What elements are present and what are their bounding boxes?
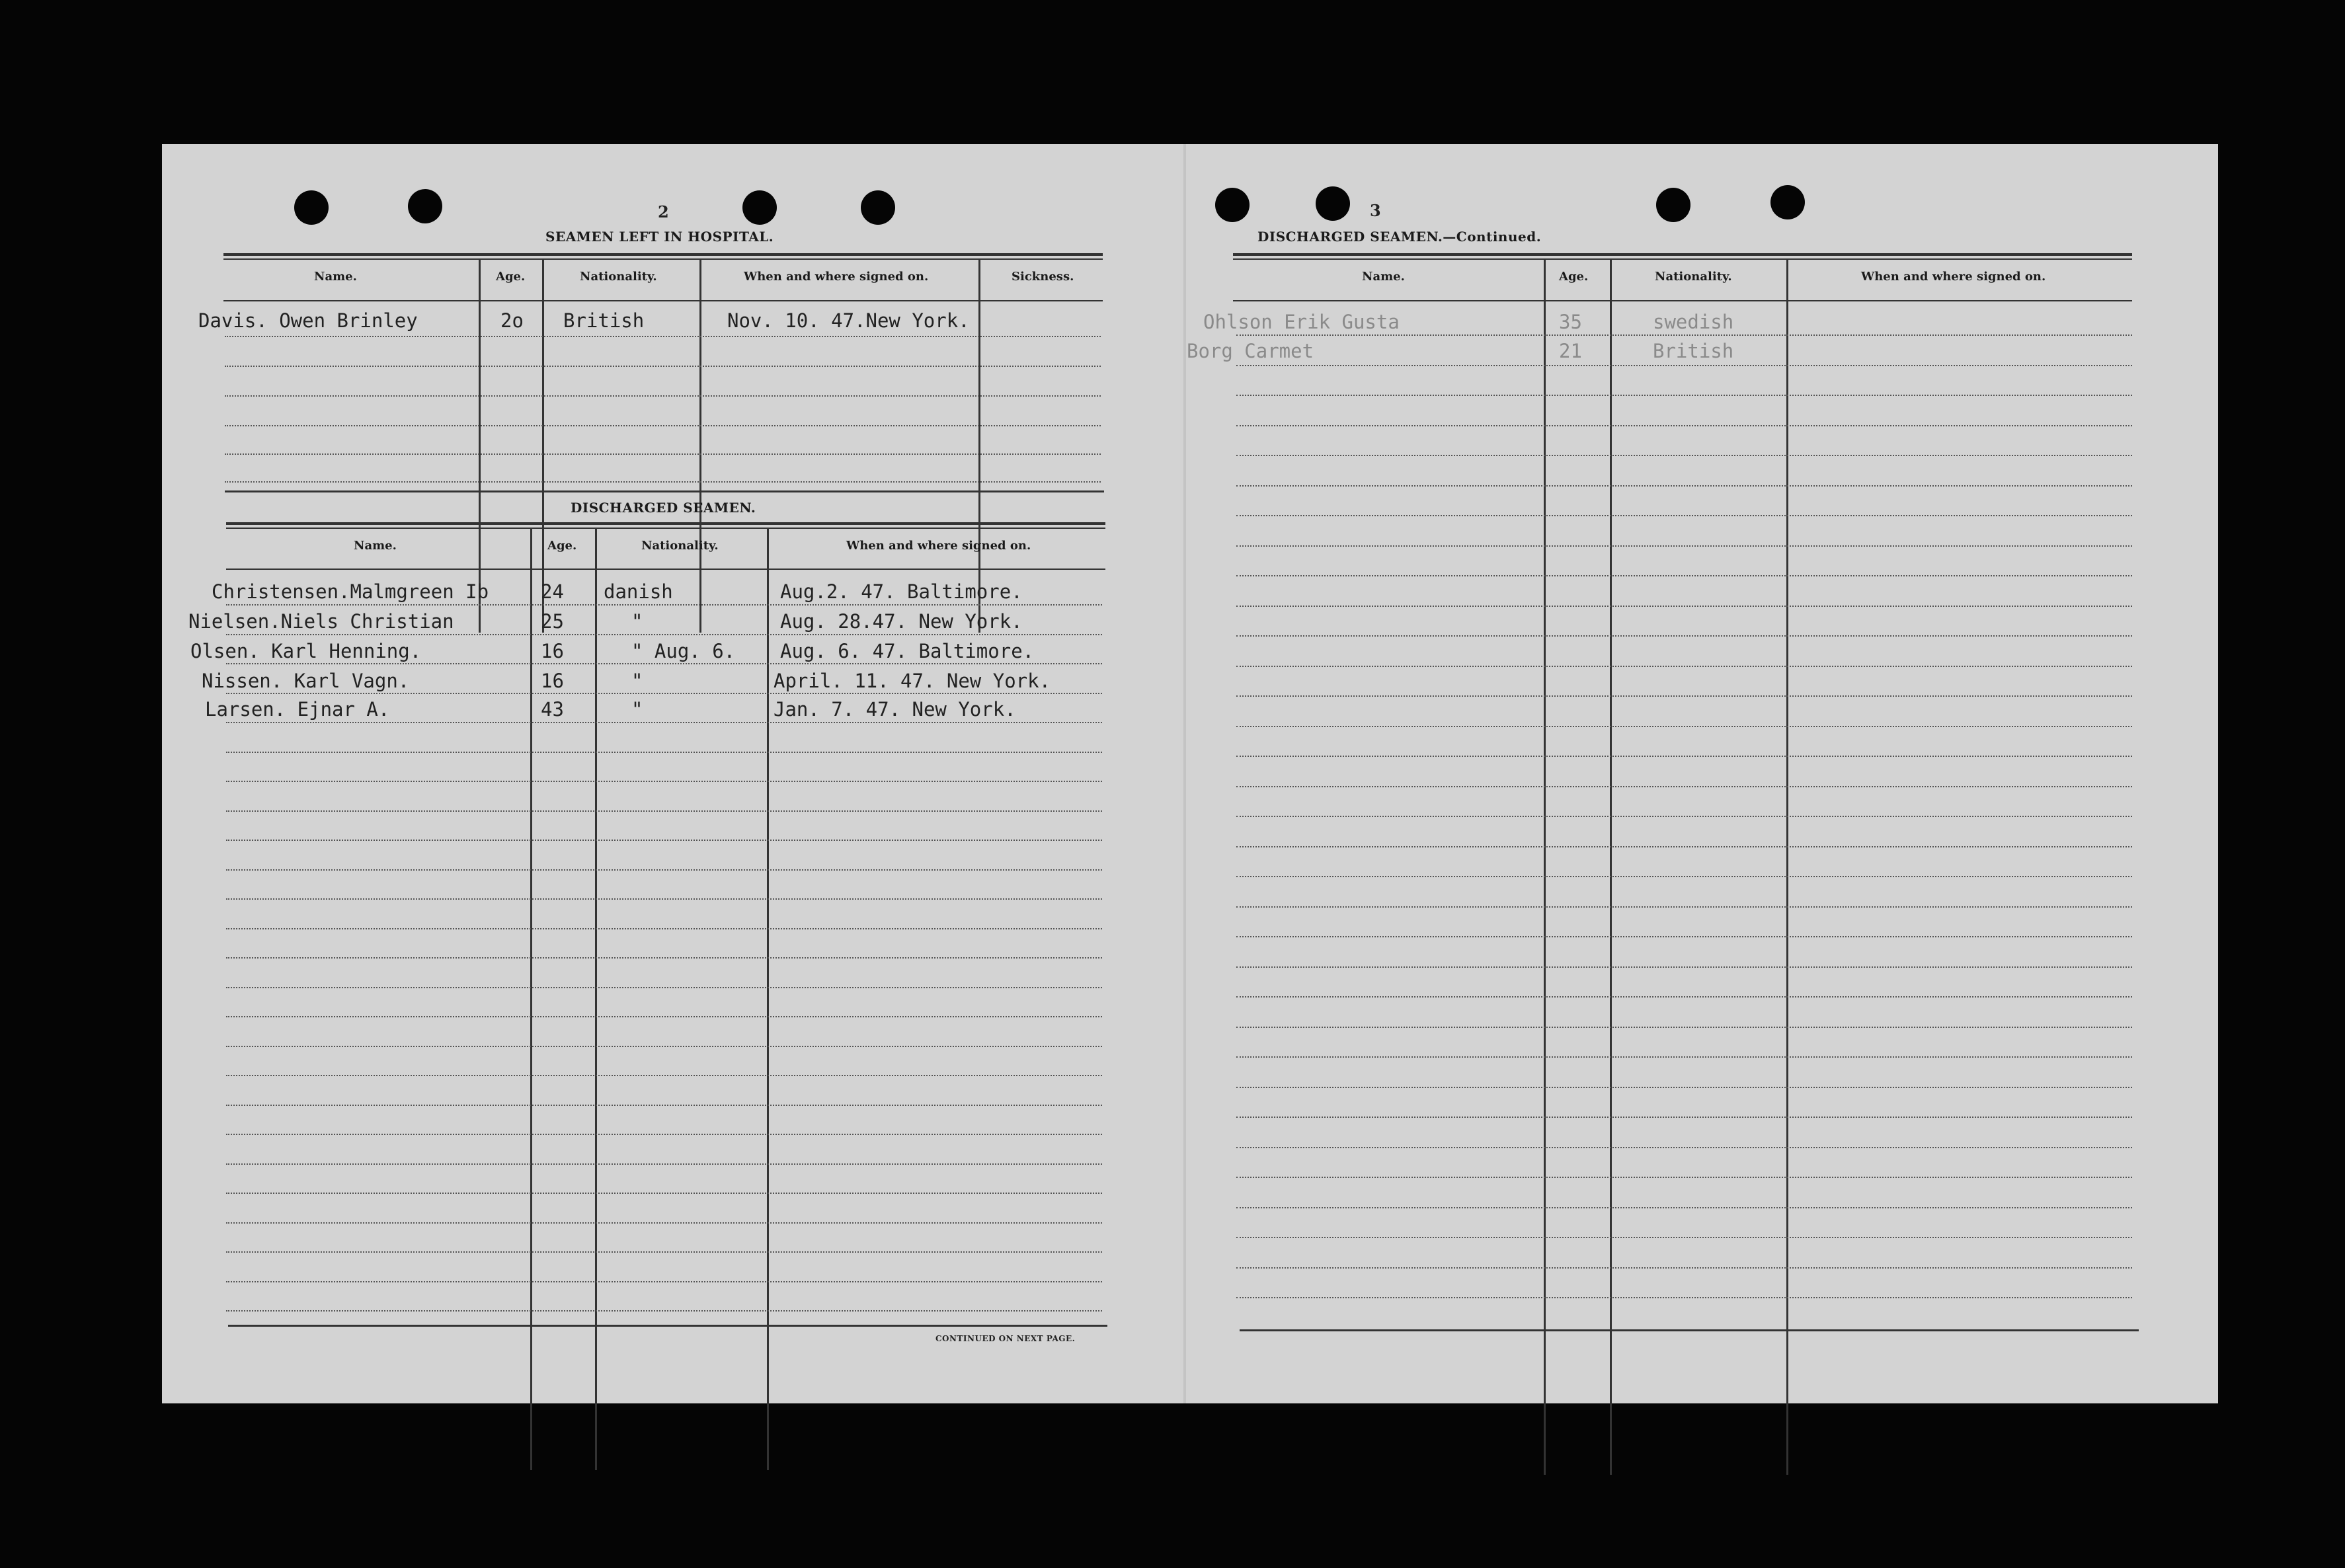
entry-line [225, 366, 1101, 367]
binder-hole [1770, 185, 1805, 219]
entry-line [226, 663, 1102, 664]
entry-line [1236, 515, 2132, 516]
discharged-age: 43 [541, 698, 564, 721]
entry-line [226, 898, 1102, 900]
entry-line [226, 1016, 1102, 1017]
entry-line [225, 481, 1101, 483]
discharged-nationality: " [631, 610, 643, 633]
discharged-nationality: " Aug. 6. [631, 640, 736, 662]
entry-line [1236, 1027, 2132, 1028]
entry-line [1236, 1117, 2132, 1118]
discharged-signed-on: Aug. 28.47. New York. [780, 610, 1023, 633]
table-top-rule [226, 522, 1105, 525]
entry-line [226, 1075, 1102, 1076]
entry-line [226, 722, 1102, 723]
entry-line [1236, 395, 2132, 396]
entry-line [1236, 1207, 2132, 1208]
column-header-name: Name. [314, 270, 357, 284]
column-header-nationality: Nationality. [580, 270, 657, 284]
entry-line [1236, 966, 2132, 968]
entry-line [1236, 575, 2132, 576]
discharged-name: Borg Carmet [1187, 340, 1314, 362]
entry-line [226, 1251, 1102, 1253]
discharged-signed-on: Aug. 6. 47. Baltimore. [780, 640, 1035, 662]
column-divider [1544, 260, 1546, 1475]
section-rule [225, 490, 1104, 492]
column-divider [699, 260, 701, 633]
entry-line [226, 987, 1102, 988]
discharged-age: 21 [1559, 340, 1582, 362]
column-header-age: Age. [496, 270, 526, 284]
discharged-age: 16 [541, 670, 564, 692]
entry-line [1236, 365, 2132, 366]
discharged-continued-title: DISCHARGED SEAMEN.—Continued. [1257, 229, 1542, 245]
column-header-name: Name. [1362, 270, 1405, 284]
entry-line [1236, 485, 2132, 487]
discharged-signed-on: Aug.2. 47. Baltimore. [780, 580, 1023, 603]
entry-line [226, 928, 1102, 929]
entry-line [226, 1134, 1102, 1135]
entry-line [226, 840, 1102, 841]
right-page [1183, 144, 2218, 1403]
entry-line [226, 869, 1102, 871]
binder-hole [1656, 188, 1690, 222]
entry-line [1236, 1267, 2132, 1269]
entry-line [226, 1105, 1102, 1106]
table-top-rule [223, 258, 1103, 260]
column-divider [1786, 260, 1788, 1475]
discharged-nationality: British [1653, 340, 1734, 362]
hospital-section-title: SEAMEN LEFT IN HOSPITAL. [545, 229, 774, 245]
header-rule [226, 568, 1105, 570]
entry-line [1236, 846, 2132, 847]
discharged-name: Christensen.Malmgreen Ib [212, 580, 489, 603]
discharged-age: 25 [541, 610, 564, 633]
discharged-name: Olsen. Karl Henning. [190, 640, 422, 662]
hospital-nationality: British [563, 309, 645, 332]
column-divider [479, 260, 481, 633]
discharged-name: Larsen. Ejnar A. [205, 698, 390, 721]
column-divider [595, 529, 597, 1470]
entry-line [225, 453, 1101, 455]
entry-line [226, 781, 1102, 782]
discharged-name: Ohlson Erik Gusta [1203, 311, 1400, 333]
entry-line [1236, 1087, 2132, 1088]
entry-line [1236, 1056, 2132, 1058]
page-number: 2 [658, 202, 669, 221]
entry-line [226, 1281, 1102, 1282]
entry-line [226, 604, 1102, 606]
column-header-signed-on: When and where signed on. [744, 270, 929, 284]
binder-hole [861, 190, 895, 225]
continued-note: CONTINUED ON NEXT PAGE. [935, 1334, 1076, 1343]
entry-line [225, 425, 1101, 426]
table-top-rule [226, 528, 1105, 529]
entry-line [1236, 906, 2132, 908]
discharged-nationality: swedish [1653, 311, 1734, 333]
binder-hole [1316, 186, 1350, 221]
entry-line [226, 1222, 1102, 1224]
header-rule [223, 300, 1103, 301]
discharged-age: 16 [541, 640, 564, 662]
discharged-signed-on: April. 11. 47. New York. [774, 670, 1051, 692]
discharged-nationality: danish [604, 580, 673, 603]
entry-line [1236, 1147, 2132, 1148]
entry-line [1236, 425, 2132, 426]
entry-line [1236, 936, 2132, 937]
table-bottom-rule [228, 1325, 1107, 1327]
binder-hole [742, 190, 777, 225]
entry-line [1236, 726, 2132, 727]
entry-line [226, 957, 1102, 959]
discharged-age: 24 [541, 580, 564, 603]
entry-line [226, 1163, 1102, 1165]
entry-line [1236, 666, 2132, 667]
entry-line [225, 395, 1101, 397]
entry-line [1236, 606, 2132, 607]
hospital-name: Davis. Owen Brinley [198, 309, 418, 332]
entry-line [226, 810, 1102, 812]
discharged-section-title: DISCHARGED SEAMEN. [571, 500, 756, 516]
entry-line [1236, 756, 2132, 757]
binder-hole [408, 189, 442, 223]
column-divider [530, 529, 532, 1470]
column-header-nationality: Nationality. [641, 539, 719, 553]
column-header-sickness: Sickness. [1012, 270, 1074, 284]
entry-line [226, 693, 1102, 694]
entry-line [226, 1193, 1102, 1194]
discharged-name: Nissen. Karl Vagn. [202, 670, 410, 692]
entry-line [1236, 455, 2132, 456]
entry-line [1236, 876, 2132, 877]
column-divider [1610, 260, 1612, 1475]
entry-line [225, 336, 1101, 337]
entry-line [1236, 786, 2132, 787]
discharged-nationality: " [631, 698, 643, 721]
header-rule [1233, 300, 2132, 301]
column-header-name: Name. [354, 539, 397, 553]
column-header-age: Age. [1559, 270, 1589, 284]
entry-line [1236, 545, 2132, 547]
entry-line [1236, 996, 2132, 998]
hospital-signed-on: Nov. 10. 47.New York. [727, 309, 970, 332]
page-number: 3 [1370, 201, 1381, 220]
column-divider [542, 260, 544, 633]
column-header-nationality: Nationality. [1655, 270, 1732, 284]
entry-line [1236, 334, 2132, 336]
column-header-signed-on: When and where signed on. [1861, 270, 2046, 284]
binder-hole [1215, 188, 1250, 222]
ledger-sheet [162, 144, 2218, 1403]
table-top-rule [1233, 253, 2132, 256]
discharged-signed-on: Jan. 7. 47. New York. [774, 698, 1016, 721]
entry-line [1236, 1177, 2132, 1178]
column-divider [978, 260, 980, 633]
entry-line [1236, 816, 2132, 817]
discharged-nationality: " [631, 670, 643, 692]
entry-line [1236, 1237, 2132, 1238]
entry-line [226, 1046, 1102, 1047]
binder-hole [294, 190, 329, 225]
entry-line [226, 634, 1102, 635]
entry-line [1236, 635, 2132, 637]
left-page [162, 144, 1183, 1403]
hospital-age: 2o [500, 309, 524, 332]
table-top-rule [223, 253, 1103, 256]
discharged-name: Nielsen.Niels Christian [188, 610, 454, 633]
column-divider [767, 529, 769, 1470]
entry-line [226, 1310, 1102, 1312]
column-header-age: Age. [547, 539, 577, 553]
entry-line [1236, 695, 2132, 697]
entry-line [1236, 1297, 2132, 1298]
discharged-age: 35 [1559, 311, 1582, 333]
table-top-rule [1233, 258, 2132, 260]
entry-line [226, 752, 1102, 753]
column-header-signed-on: When and where signed on. [846, 539, 1031, 553]
table-bottom-rule [1240, 1329, 2139, 1331]
